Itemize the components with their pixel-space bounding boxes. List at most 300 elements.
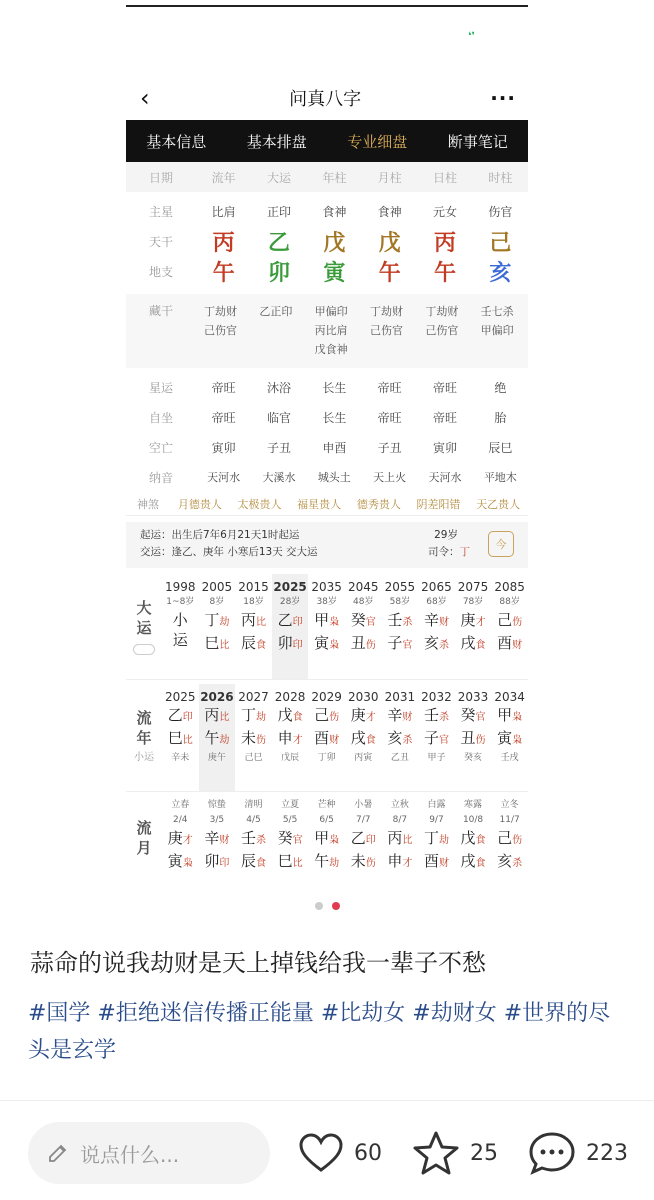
shishen-tag: 枭 (329, 640, 340, 651)
liunian-col[interactable] (235, 684, 272, 791)
zhuxing-cell: 元女 (432, 204, 457, 219)
liunian-columns (162, 684, 528, 791)
xiaoyun: 乙丑 (390, 753, 409, 763)
liunian-year: 2034 (494, 690, 525, 704)
ganzhi-char: 辛 (387, 706, 403, 724)
header-cell: 时柱 (473, 162, 528, 192)
solar-term: 立冬 (500, 800, 519, 810)
tiangan-cell: 丙 (433, 230, 456, 256)
ganzhi-char: 午 (204, 729, 220, 747)
ganzhi-line (272, 705, 309, 728)
zizuo-cell: 临官 (266, 410, 291, 425)
liuyue-col[interactable] (199, 792, 236, 884)
ganzhi-line (235, 633, 272, 656)
carousel-indicator (315, 895, 345, 905)
ganzhi-line (199, 633, 236, 656)
qiyun-panel (126, 522, 528, 568)
dayun-age: 38岁 (316, 597, 337, 607)
app-header (126, 76, 528, 120)
ganzhi-char: 未 (240, 729, 256, 747)
more-dots-icon[interactable]: ··· (490, 86, 516, 110)
row-label: 主星 (148, 204, 173, 219)
shishen-tag: 枭 (329, 835, 340, 846)
kongwang-cell: 申酉 (322, 440, 347, 455)
comment-icon (528, 1130, 576, 1176)
row-label: 藏干 (148, 304, 173, 318)
xiaoyun: 壬戌 (500, 753, 519, 763)
shishen-tag: 劫 (438, 835, 449, 846)
ganzhi-line (272, 728, 309, 751)
qiyun-line: 起运：出生后7年6月21天1时起运 (140, 529, 300, 541)
page-dot-active[interactable] (332, 902, 340, 910)
shishen-tag: 劫 (255, 712, 266, 723)
ganzhi-char: 丑 (350, 634, 366, 652)
comment-button[interactable] (528, 1130, 628, 1176)
shishen-tag: 印 (292, 640, 303, 651)
solar-term: 立秋 (390, 800, 409, 810)
canggan-row (126, 294, 528, 368)
shishen-tag: 官 (292, 835, 303, 846)
shishen-tag: 比 (255, 617, 266, 628)
shishen-tag: 财 (438, 617, 449, 628)
liuyue-section (126, 792, 528, 884)
kongwang-cell: 辰巳 (488, 440, 513, 455)
dayun-year: 2015 (238, 580, 269, 594)
canggan-col: 乙正印 (259, 305, 293, 318)
ganzhi-line (308, 610, 345, 633)
shensha-cell: 月德贵人 (177, 497, 222, 511)
dayun-age: 28岁 (279, 597, 301, 607)
term-date: 9/7 (429, 815, 444, 825)
dayun-age: 78岁 (462, 597, 484, 607)
ganzhi-line (345, 610, 382, 633)
liunian-col[interactable] (491, 684, 528, 791)
header-cell: 流年 (196, 162, 251, 192)
ganzhi-line (382, 610, 419, 633)
tab-notes[interactable]: 断事笔记 (447, 132, 508, 151)
ganzhi-line (162, 630, 199, 650)
dizhi-cell: 午 (433, 260, 456, 286)
dayun-col[interactable] (491, 574, 528, 679)
star-icon (412, 1130, 460, 1176)
shishen-tag: 官 (402, 640, 413, 651)
term-date: 10/8 (462, 815, 484, 825)
ganzhi-line (199, 705, 236, 728)
dayun-age: 1~8岁 (166, 597, 195, 607)
shishen-tag: 杀 (402, 617, 413, 628)
zizuo-cell: 帝旺 (377, 410, 402, 425)
xiaoyun: 庚午 (207, 753, 226, 763)
xingyun-cell: 沐浴 (266, 380, 291, 395)
ganzhi-char: 庚 (350, 706, 366, 724)
liunian-col[interactable] (455, 684, 492, 791)
bazi-screenshot (126, 76, 528, 876)
ganzhi-char: 乙 (350, 829, 366, 847)
dayun-col[interactable] (418, 574, 455, 679)
shishen-tag: 伤 (365, 858, 376, 869)
shishen-tag: 食 (255, 858, 266, 869)
dayun-year: 2025 (273, 580, 307, 594)
xiaoyun: 辛未 (171, 753, 190, 763)
liuyue-col[interactable] (308, 792, 345, 884)
ganzhi-line (455, 705, 492, 728)
liunian-col[interactable] (272, 684, 309, 791)
dayun-year: 1998 (165, 580, 196, 594)
ganzhi-line (235, 705, 272, 728)
ganzhi-char: 癸 (277, 829, 293, 847)
zhuxing-cell: 正印 (266, 204, 291, 219)
shensha-cell: 天乙贵人 (476, 497, 521, 511)
shensha-cell: 阴差阳错 (416, 497, 461, 511)
chevron-left-icon[interactable]: ‹ (140, 84, 150, 112)
ganzhi-line (272, 633, 309, 656)
xingyun-cell: 绝 (494, 380, 507, 395)
tab-professional[interactable]: 专业细盘 (347, 132, 408, 151)
canggan-col: 丁劫财 己伤官 (425, 305, 459, 337)
dayun-col[interactable] (199, 574, 236, 679)
ganzhi-char: 辛 (204, 829, 220, 847)
row-label: 星运 (148, 380, 173, 395)
nayin-cell: 天上火 (373, 471, 407, 484)
row-label: 天干 (148, 234, 173, 249)
liuyue-col[interactable] (345, 792, 382, 884)
pencil-icon (46, 1141, 70, 1165)
dayun-year: 2065 (421, 580, 452, 594)
ganzhi-line (308, 633, 345, 656)
ganzhi-line (418, 633, 455, 656)
ganzhi-char: 丑 (460, 729, 476, 747)
ganzhi-char: 丁 (423, 829, 439, 847)
ganzhi-line (272, 610, 309, 633)
shishen-tag: 杀 (402, 735, 413, 746)
ganzhi-line (418, 610, 455, 633)
quote-icon: ❛❜ (468, 31, 475, 42)
dayun-col[interactable] (162, 574, 199, 679)
ganzhi-line (162, 728, 199, 751)
kongwang-cell: 子丑 (377, 440, 402, 455)
age-label: 29岁 (434, 529, 458, 541)
kongwang-cell: 子丑 (266, 440, 291, 455)
shishen-tag: 官 (475, 712, 486, 723)
dayun-col[interactable] (308, 574, 345, 679)
dayun-col[interactable] (455, 574, 492, 679)
dayun-col[interactable] (345, 574, 382, 679)
ganzhi-char: 辛 (423, 611, 439, 629)
canggan-col: 丁劫财 己伤官 (369, 305, 403, 337)
dayun-year: 2055 (384, 580, 416, 594)
liunian-col[interactable] (345, 684, 382, 791)
dayun-col[interactable] (272, 574, 309, 679)
ganzhi-char: 戌 (460, 634, 476, 652)
zizuo-cell: 帝旺 (432, 410, 457, 425)
ganzhi-char: 申 (277, 729, 293, 747)
ganzhi-line (491, 851, 528, 874)
liuyue-col[interactable] (382, 792, 419, 884)
liunian-col[interactable] (308, 684, 345, 791)
dayun-col[interactable] (235, 574, 272, 679)
ganzhi-line (308, 828, 345, 851)
term-date: 11/7 (499, 815, 520, 825)
ganzhi-char: 酉 (497, 634, 513, 652)
xiaoyun: 丁卯 (317, 753, 336, 763)
ganzhi-char: 壬 (423, 706, 439, 724)
shishen-tag: 印 (182, 712, 193, 723)
calendar-icon[interactable]: 今 (488, 531, 514, 557)
shensha-row[interactable] (126, 492, 528, 516)
row-label: 纳音 (148, 470, 173, 485)
solar-term: 芒种 (317, 800, 336, 810)
dizhi-cell: 卯 (267, 260, 290, 286)
shishen-tag: 食 (475, 835, 486, 846)
xiaoyun: 丙寅 (354, 753, 373, 763)
ganzhi-char: 亥 (387, 729, 403, 747)
ganzhi-char: 寅 (497, 729, 513, 747)
zhuxing-cell: 食神 (322, 204, 347, 219)
ganzhi-line (235, 851, 272, 874)
header-cell: 年柱 (307, 162, 362, 192)
ganzhi-line (382, 851, 419, 874)
nayin-cell: 天河水 (207, 471, 241, 484)
ganzhi-char: 庚 (460, 611, 476, 629)
ganzhi-line (491, 633, 528, 656)
ganzhi-char: 己 (497, 611, 513, 629)
liunian-year: 2030 (347, 690, 379, 704)
ganzhi-line (418, 705, 455, 728)
post-tags[interactable]: #国学 #拒绝迷信传播正能量 #比劫女 #劫财女 #世界的尽头是玄学 (28, 1001, 611, 1063)
term-date: 4/5 (246, 815, 261, 825)
xingyun-row (126, 372, 528, 402)
liuyue-col[interactable] (162, 792, 199, 884)
ganzhi-char: 丙 (387, 829, 403, 847)
ganzhi-char: 辰 (240, 634, 256, 652)
ganzhi-char: 寅 (167, 852, 183, 870)
ganzhi-char: 丙 (240, 611, 256, 629)
ganzhi-line (235, 828, 272, 851)
shishen-tag: 伤 (329, 712, 340, 723)
liunian-label: 流 年 小运 (134, 708, 154, 763)
ganzhi-char: 己 (497, 829, 513, 847)
liuyue-label: 流 月 (136, 819, 152, 857)
shishen-tag: 财 (512, 640, 523, 651)
ganzhi-char: 戊 (460, 829, 476, 847)
ganzhi-line (345, 828, 382, 851)
shishen-tag: 杀 (255, 835, 266, 846)
ganzhi-char: 寅 (314, 634, 330, 652)
shishen-tag: 才 (475, 617, 486, 628)
comment-placeholder: 说点什么... (80, 1142, 180, 1167)
header-cell: 日柱 (417, 162, 472, 192)
dayun-year: 2075 (457, 580, 489, 594)
ganzhi-char: 庚 (167, 829, 183, 847)
comment-input[interactable] (28, 1122, 270, 1184)
ganzhi-line (491, 828, 528, 851)
ganzhi-char: 巳 (167, 729, 183, 747)
shishen-tag: 财 (402, 712, 413, 723)
liuyue-columns (162, 792, 528, 884)
ganzhi-char: 亥 (423, 634, 439, 652)
dayun-section (126, 574, 528, 680)
dizhi-cell: 午 (378, 260, 401, 286)
ganzhi-line (345, 728, 382, 751)
shishen-tag: 枭 (512, 735, 523, 746)
ganzhi-char: 酉 (423, 852, 439, 870)
ganzhi-line (382, 705, 419, 728)
liunian-col[interactable] (162, 684, 199, 791)
dizhi-cell: 亥 (489, 260, 512, 286)
liuyue-col[interactable] (235, 792, 272, 884)
ganzhi-line (382, 633, 419, 656)
tab-basic-info[interactable]: 基本信息 (146, 132, 207, 151)
ganzhi-line (162, 851, 199, 874)
ganzhi-char: 壬 (387, 611, 403, 629)
shishen-tag: 枭 (329, 617, 340, 628)
ganzhi-char: 己 (314, 706, 330, 724)
shishen-tag: 比 (219, 712, 230, 723)
ganzhi-char: 亥 (497, 852, 513, 870)
ganzhi-line (418, 851, 455, 874)
ganzhi-line (345, 633, 382, 656)
shishen-tag: 财 (329, 735, 340, 746)
ganzhi-char: 午 (314, 852, 330, 870)
header-cell: 月柱 (362, 162, 417, 192)
shishen-tag: 比 (182, 735, 193, 746)
ganzhi-line (418, 828, 455, 851)
zhuxing-cell: 比肩 (211, 204, 236, 219)
zhuxing-cell: 食神 (377, 204, 402, 219)
ganzhi-line (455, 610, 492, 633)
liuyue-col[interactable] (418, 792, 455, 884)
ganzhi-char: 子 (423, 729, 439, 747)
ganzhi-line (199, 610, 236, 633)
ganzhi-line (308, 705, 345, 728)
dayun-year: 2085 (494, 580, 525, 594)
solar-term: 白露 (427, 800, 446, 810)
ganzhi-line (308, 851, 345, 874)
post-title: 蒜命的说我劫财是天上掉钱给我一辈子不愁 (30, 949, 486, 977)
liunian-col[interactable] (382, 684, 419, 791)
term-date: 8/7 (392, 815, 408, 825)
xiaoyun: 戊辰 (281, 753, 300, 763)
zizuo-cell: 帝旺 (211, 410, 236, 425)
like-count: 60 (354, 1140, 382, 1166)
tiangan-cell: 戊 (378, 230, 401, 256)
solar-term: 立夏 (281, 800, 300, 810)
kongwang-cell: 寅卯 (211, 440, 236, 455)
shishen-tag: 食 (475, 640, 486, 651)
shishen-tag: 伤 (475, 735, 486, 746)
row-label: 空亡 (148, 440, 173, 455)
shensha-cell: 太极贵人 (237, 497, 282, 511)
xingyun-cell: 帝旺 (432, 380, 457, 395)
row-label: 神煞 (137, 497, 159, 511)
tiangan-cell: 丙 (212, 230, 235, 256)
shishen-tag: 印 (219, 858, 230, 869)
shishen-tag: 才 (365, 712, 376, 723)
shishen-tag: 印 (365, 835, 376, 846)
term-date: 3/5 (209, 815, 225, 825)
nayin-cell: 大溪水 (262, 471, 296, 484)
nayin-cell: 天河水 (428, 471, 462, 484)
ganzhi-char: 戌 (350, 729, 366, 747)
toggle-switch[interactable] (133, 644, 155, 655)
liuyue-col[interactable] (491, 792, 528, 884)
liuyue-col[interactable] (455, 792, 492, 884)
ganzhi-char: 卯 (277, 634, 293, 652)
solar-term: 寒露 (464, 800, 483, 810)
shishen-tag: 食 (475, 858, 486, 869)
ganzhi-char: 丙 (204, 706, 220, 724)
pillar-header-row (126, 162, 528, 192)
shishen-tag: 官 (438, 735, 449, 746)
tab-basic-chart[interactable]: 基本排盘 (246, 132, 307, 151)
ganzhi-char: 小 (172, 611, 188, 629)
zizuo-cell: 长生 (322, 410, 347, 425)
kongwang-cell: 寅卯 (432, 440, 457, 455)
ganzhi-line (199, 851, 236, 874)
shishen-tag: 比 (219, 640, 230, 651)
ganzhi-line (382, 828, 419, 851)
ganzhi-char: 壬 (240, 829, 256, 847)
dayun-age: 18岁 (243, 597, 264, 607)
shishen-tag: 比 (292, 858, 303, 869)
ganzhi-line (162, 828, 199, 851)
shishen-tag: 食 (292, 712, 303, 723)
dizhi-cell: 寅 (323, 260, 346, 286)
dayun-age: 68岁 (426, 597, 447, 607)
star-button[interactable] (412, 1130, 498, 1176)
shishen-tag: 官 (365, 617, 376, 628)
shishen-tag: 伤 (512, 835, 523, 846)
heart-icon (298, 1132, 344, 1174)
xiaoyun: 甲子 (427, 753, 446, 763)
shishen-tag: 枭 (182, 858, 193, 869)
ganzhi-char: 辰 (240, 852, 256, 870)
ganzhi-char: 运 (172, 631, 188, 649)
ganzhi-line (455, 828, 492, 851)
liuyue-col[interactable] (272, 792, 309, 884)
ganzhi-line (162, 610, 199, 630)
liunian-col[interactable] (418, 684, 455, 791)
liunian-year: 2031 (384, 690, 416, 704)
shishen-tag: 印 (292, 617, 303, 628)
ganzhi-char: 申 (387, 852, 403, 870)
shishen-tag: 财 (438, 858, 449, 869)
header-cell: 日期 (126, 162, 196, 192)
shensha-cell: 福星贵人 (297, 497, 342, 511)
tiangan-row (126, 226, 528, 256)
solar-term: 小暑 (354, 800, 373, 810)
star-count: 25 (470, 1140, 498, 1166)
page-dot[interactable] (315, 902, 323, 910)
dizhi-row (126, 256, 528, 286)
ganzhi-line (162, 705, 199, 728)
ganzhi-char: 戊 (277, 706, 293, 724)
shishen-tag: 才 (402, 858, 413, 869)
shishen-tag: 食 (365, 735, 376, 746)
liunian-col[interactable] (199, 684, 236, 791)
top-divider (126, 5, 528, 7)
shishen-tag: 枭 (512, 712, 523, 723)
term-date: 2/4 (173, 815, 188, 825)
dayun-age: 8岁 (209, 597, 225, 607)
like-button[interactable] (298, 1132, 382, 1174)
dizhi-cell: 午 (212, 260, 235, 286)
dayun-columns (162, 574, 528, 679)
ganzhi-line (199, 728, 236, 751)
shishen-tag: 才 (292, 735, 303, 746)
ganzhi-char: 子 (387, 634, 403, 652)
dayun-col[interactable] (382, 574, 419, 679)
